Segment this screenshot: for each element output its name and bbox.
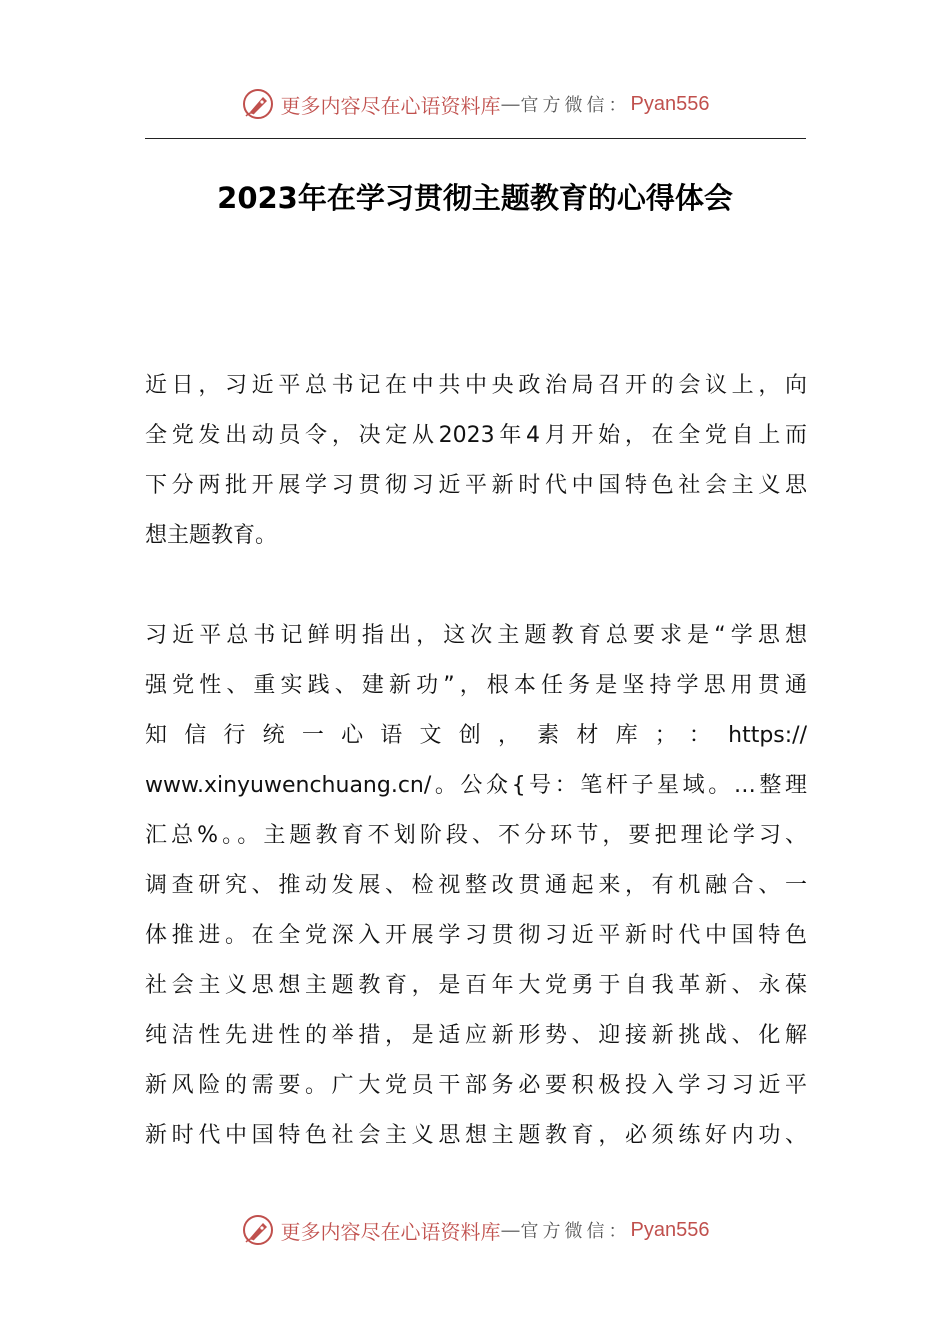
banner-wechat-id: Pyan556 bbox=[630, 1218, 710, 1241]
paragraph-line: 近日，习近平总书记在中共中央政治局召开的会议上，向 bbox=[145, 373, 807, 398]
banner-wechat-label: 官方微信： bbox=[520, 1221, 631, 1242]
banner-wechat-label: 官方微信： bbox=[520, 95, 631, 116]
paragraph-line: 下分两批开展学习贯彻习近平新时代中国特色社会主义思 bbox=[145, 473, 807, 498]
paragraph-line: 社会主义思想主题教育，是百年大党勇于自我革新、永葆 bbox=[145, 973, 807, 998]
paragraph-line: 习近平总书记鲜明指出，这次主题教育总要求是“学思想 bbox=[145, 623, 807, 648]
paragraph-line: 新风险的需要。广大党员干部务必要积极投入学习习近平 bbox=[145, 1073, 807, 1098]
banner-wechat-id: Pyan556 bbox=[630, 92, 710, 115]
paragraph-line: 强党性、重实践、建新功”，根本任务是坚持学思用贯通 bbox=[145, 673, 807, 698]
pen-nib-circle-icon bbox=[241, 87, 275, 121]
paragraph-line: www.xinyuwenchuang.cn/。公众{号：笔杆子星域。…整理 bbox=[145, 773, 807, 798]
paragraph-2 bbox=[145, 611, 807, 1161]
header-banner bbox=[0, 84, 950, 124]
pen-nib-circle-icon bbox=[241, 1213, 275, 1247]
banner-brand-text: 更多内容尽在心语资料库 bbox=[280, 1219, 501, 1244]
paragraph-line: 调查研究、推动发展、检视整改贯通起来，有机融合、一 bbox=[145, 873, 807, 898]
paragraph-line: 全党发出动员令，决定从2023年4月开始，在全党自上而 bbox=[145, 423, 807, 448]
paragraph-line: 知 信 行 统 一 心 语 文 创 ， 素 材 库 ； ： https:// bbox=[145, 723, 807, 748]
paragraph-line: 想主题教育。 bbox=[145, 523, 278, 548]
paragraph-line: 纯洁性先进性的举措，是适应新形势、迎接新挑战、化解 bbox=[145, 1023, 807, 1048]
paragraph-line: 体推进。在全党深入开展学习贯彻习近平新时代中国特色 bbox=[145, 923, 807, 948]
banner-separator: — bbox=[500, 92, 521, 116]
paragraph-line: 汇总%。。主题教育不划阶段、不分环节，要把理论学习、 bbox=[145, 823, 807, 848]
banner-brand-text: 更多内容尽在心语资料库 bbox=[280, 93, 501, 118]
banner-separator: — bbox=[500, 1218, 521, 1242]
footer-banner bbox=[0, 1210, 950, 1250]
page-title: 2023年在学习贯彻主题教育的心得体会 bbox=[217, 181, 733, 215]
paragraph-line: 新时代中国特色社会主义思想主题教育，必须练好内功、 bbox=[145, 1123, 807, 1148]
header-divider bbox=[145, 138, 806, 139]
paragraph-1 bbox=[145, 361, 807, 561]
